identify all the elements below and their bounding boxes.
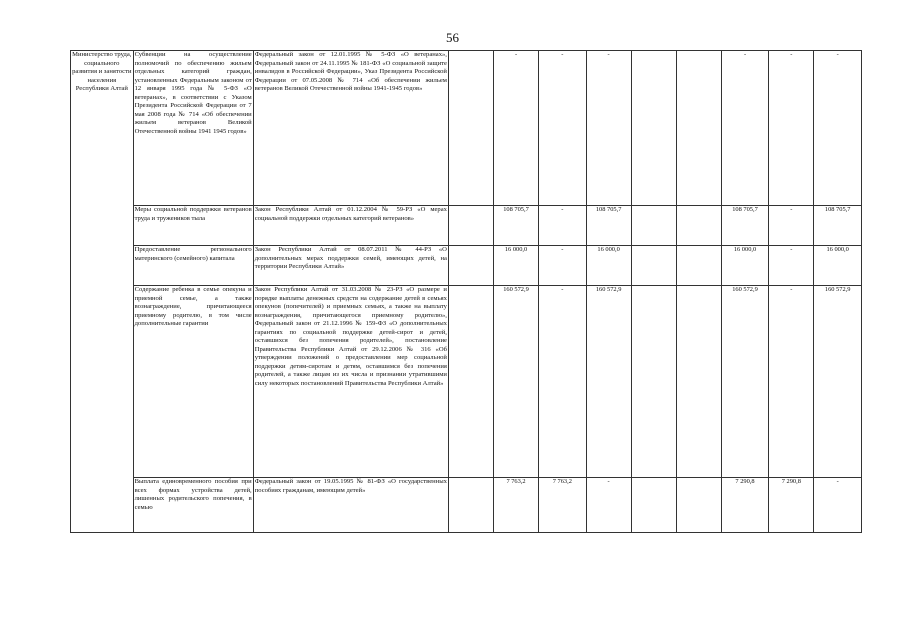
- value-cell: 108 705,7: [494, 206, 539, 246]
- value-cell: 108 705,7: [721, 206, 769, 246]
- value-cell: -: [586, 478, 631, 533]
- value-cell: 108 705,7: [814, 206, 862, 246]
- description-cell: Меры социальной поддержки ветеранов труда и тружеников тыла: [133, 206, 253, 246]
- value-cell: [448, 246, 493, 286]
- table-row: [71, 286, 862, 478]
- value-cell: -: [539, 246, 587, 286]
- value-cell: [448, 286, 493, 478]
- value-cell: 7 763,2: [494, 478, 539, 533]
- value-cell: -: [539, 286, 587, 478]
- table-row: [71, 478, 862, 533]
- law-cell: Закон Республики Алтай от 31.03.2008 № 23-РЗ «О размере и порядке выплаты денежных средств на содержание детей в семьях опекунов (попечителей) и приемных семьях, а также на выплату вознаграждения, причитающегося приемному родителю», Федеральный закон от 21.12.1996 № 159-ФЗ «О дополнительных гарантиях по социальной поддержке детей-сирот и детей, оставшихся без попечения родителей», постановление Правительства Республики Алтай от 29.12.2006 № 316 «Об утверждении положений о предоставлении мер социальной поддержки детям-сиротам и детям, оставшимся без попечения родителей, а также лицам из их числа и признании утратившими силу некоторых постановлений Правительства Республики Алтай»: [253, 286, 448, 478]
- value-cell: 7 290,8: [769, 478, 814, 533]
- law-cell: Федеральный закон от 12.01.1995 № 5-ФЗ «О ветеранах», Федеральный закон от 24.11.1995 № 181-ФЗ «О социальной защите инвалидов в Российской Федерации», Указ Президента Российской Федерации от 07.05.2008 № 714 «Об обеспечении жильем ветеранов Великой Отечественной войны 1941-1945 годов»: [253, 51, 448, 206]
- description-cell: Предоставление регионального материнского (семейного) капитала: [133, 246, 253, 286]
- value-cell: -: [814, 478, 862, 533]
- value-cell: [631, 51, 676, 206]
- value-cell: -: [721, 51, 769, 206]
- law-cell: Закон Республики Алтай от 08.07.2011 № 44-РЗ «О дополнительных мерах поддержки семей, имеющих детей, на территории Республики Алтай»: [253, 246, 448, 286]
- value-cell: [631, 246, 676, 286]
- value-cell: -: [586, 51, 631, 206]
- value-cell: 7 290,8: [721, 478, 769, 533]
- page-number: 56: [446, 30, 459, 45]
- value-cell: 16 000,0: [494, 246, 539, 286]
- value-cell: [448, 51, 493, 206]
- description-cell: Субвенции на осуществление полномочий по обеспечению жильем отдельных категорий граждан, установленных Федеральным законом от 12 января 1995 года № 5-ФЗ «О ветеранах», в соответствии с Указом Президента Российской Федерации от 7 мая 2008 года № 714 «Об обеспечении жильем ветеранов Великой Отечественной войны 1941 1945 годов»: [133, 51, 253, 206]
- value-cell: [676, 51, 721, 206]
- value-cell: -: [539, 206, 587, 246]
- value-cell: -: [769, 286, 814, 478]
- table-row: [71, 246, 862, 286]
- value-cell: [676, 286, 721, 478]
- value-cell: 7 763,2: [539, 478, 587, 533]
- law-cell: Федеральный закон от 19.05.1995 № 81-ФЗ «О государственных пособиях гражданам, имеющим детей»: [253, 478, 448, 533]
- value-cell: -: [769, 246, 814, 286]
- value-cell: -: [814, 51, 862, 206]
- value-cell: [676, 206, 721, 246]
- value-cell: [631, 206, 676, 246]
- value-cell: [448, 206, 493, 246]
- value-cell: 108 705,7: [586, 206, 631, 246]
- table-row: [71, 206, 862, 246]
- value-cell: -: [494, 51, 539, 206]
- value-cell: [631, 478, 676, 533]
- value-cell: [631, 286, 676, 478]
- value-cell: 16 000,0: [721, 246, 769, 286]
- table-row: [71, 51, 862, 206]
- value-cell: [448, 478, 493, 533]
- value-cell: -: [539, 51, 587, 206]
- value-cell: [676, 478, 721, 533]
- description-cell: Содержание ребенка в семье опекуна и приемной семье, а также вознаграждение, причитающееся приемному родителю, в том числе дополнительные гарантии: [133, 286, 253, 478]
- value-cell: 160 572,9: [814, 286, 862, 478]
- agency-cell: Министерство труда, социального развития и занятости населения Республики Алтай: [71, 51, 134, 533]
- value-cell: 160 572,9: [586, 286, 631, 478]
- value-cell: 160 572,9: [721, 286, 769, 478]
- value-cell: -: [769, 51, 814, 206]
- budget-table: [70, 50, 862, 533]
- value-cell: 160 572,9: [494, 286, 539, 478]
- value-cell: -: [769, 206, 814, 246]
- value-cell: [676, 246, 721, 286]
- law-cell: Закон Республики Алтай от 01.12.2004 № 59-РЗ «О мерах социальной поддержки отдельных категорий ветеранов»: [253, 206, 448, 246]
- value-cell: 16 000,0: [814, 246, 862, 286]
- value-cell: 16 000,0: [586, 246, 631, 286]
- description-cell: Выплата единовременного пособия при всех формах устройства детей, лишенных родительского попечения, в семью: [133, 478, 253, 533]
